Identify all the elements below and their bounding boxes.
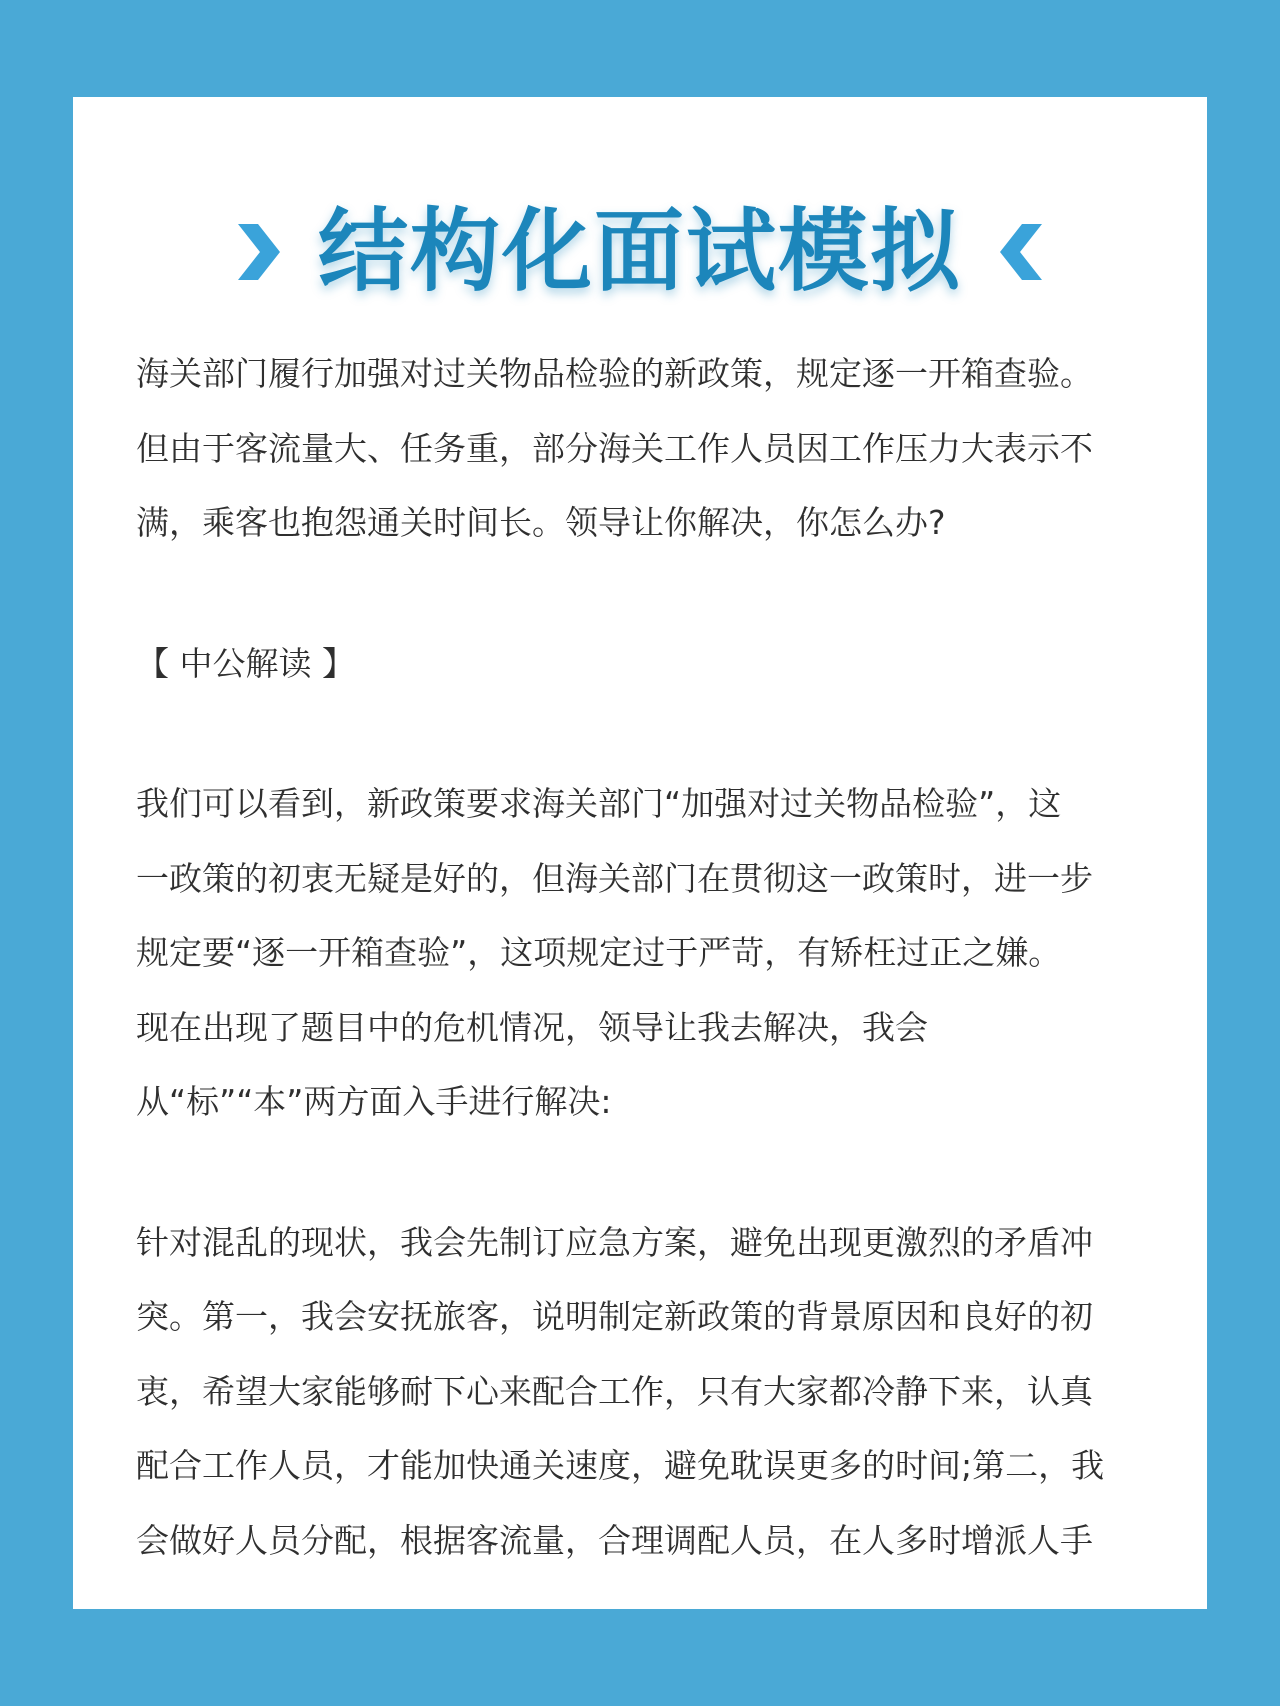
question-line: 海关部门履行加强对过关物品检验的新政策，规定逐一开箱查验。 — [136, 354, 1093, 393]
article-body — [136, 337, 1207, 1578]
measures-line: 针对混乱的现状，我会先制订应急方案，避免出现更激烈的矛盾冲 — [136, 1222, 1093, 1262]
measures-block — [136, 1206, 1207, 1579]
analysis-line: 规定要“逐一开箱查验”，这项规定过于严苛，有矫枉过正之嫌。 — [136, 933, 1062, 972]
content-card — [73, 97, 1207, 1609]
question-line: 满，乘客也抱怨通关时间长。领导让你解决，你怎么办? — [136, 503, 946, 542]
page-title: 结构化面试模拟 — [318, 199, 962, 304]
analysis-block — [136, 767, 1207, 1140]
analysis-line: 现在出现了题目中的危机情况，领导让我去解决，我会 — [136, 1007, 928, 1047]
section-heading: 【 中公解读 】 — [136, 643, 355, 683]
chevron-left-icon — [996, 220, 1046, 284]
chevron-right-icon — [234, 220, 284, 284]
measures-line: 配合工作人员，才能加快通关速度，避免耽误更多的时间;第二，我 — [136, 1446, 1105, 1485]
analysis-line: 我们可以看到，新政策要求海关部门“加强对过关物品检验”，这 — [136, 784, 1062, 823]
analysis-line: 从“标”“本”两方面入手进行解决: — [136, 1082, 612, 1121]
measures-line: 突。第一，我会安抚旅客，说明制定新政策的背景原因和良好的初 — [136, 1297, 1093, 1336]
question-block — [136, 337, 1207, 561]
analysis-line: 一政策的初衷无疑是好的，但海关部门在贯彻这一政策时，进一步 — [136, 858, 1093, 898]
measures-line: 衷，希望大家能够耐下心来配合工作，只有大家都冷静下来，认真 — [136, 1371, 1093, 1411]
title-banner — [73, 182, 1207, 322]
measures-line: 会做好人员分配，根据客流量，合理调配人员，在人多时增派人手 — [136, 1520, 1093, 1560]
question-line: 但由于客流量大、任务重，部分海关工作人员因工作压力大表示不 — [136, 428, 1093, 468]
